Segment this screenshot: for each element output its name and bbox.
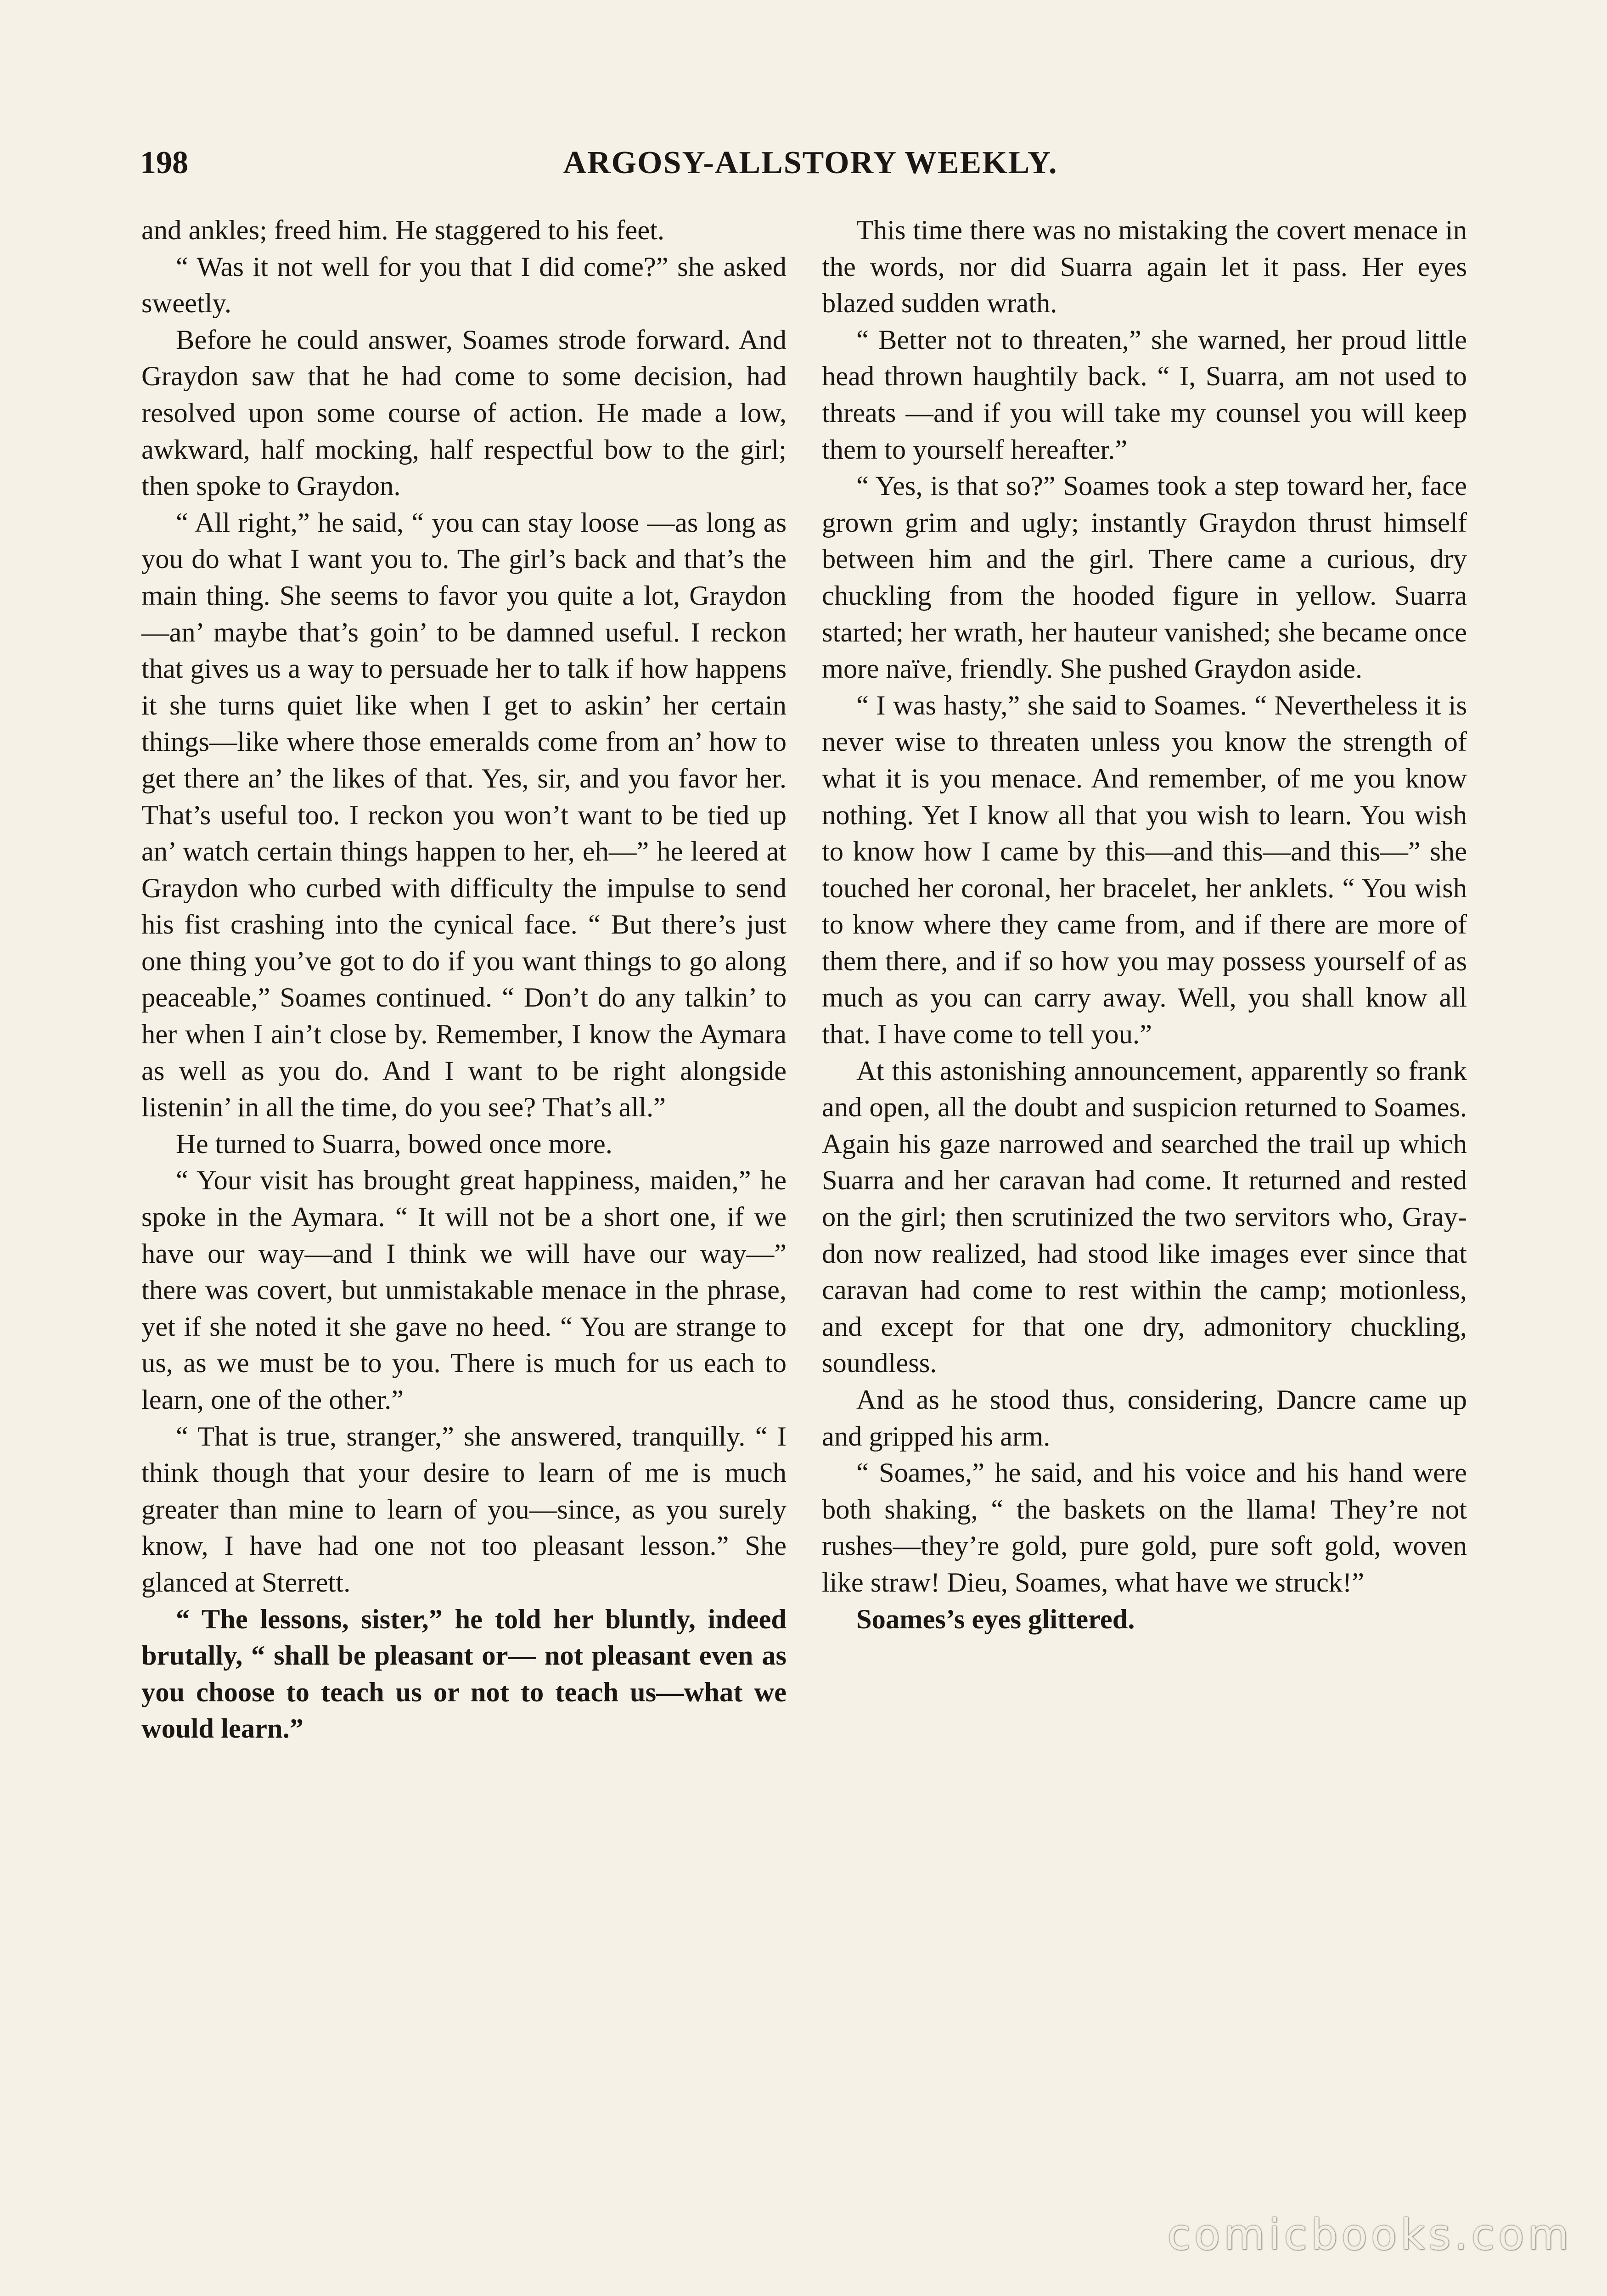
running-title: ARGOSY-ALLSTORY WEEKLY. [563,145,1058,180]
paragraph: Before he could answer, Soames strode forward. And Graydon saw that he had come to some decision, had resolved upon some course of action. He made a low, awkward, half mocking, half respectful bow to the girl; then spoke to Graydon. [141,324,787,502]
right-column [822,212,1467,1638]
paragraph: “ Soames,” he said, and his voice and his hand were both shaking, “ the baskets on the llama! They’re not rushes—they’re gold, pure gold, pure soft gold, woven like straw! Dieu, Soames, what have we struck!” [822,1458,1467,1598]
paragraph: And as he stood thus, considering, Dancre came up and gripped his arm. [822,1384,1467,1452]
paragraph: “ All right,” he said, “ you can stay loose —as long as you do what I want you to. The girl’s back and that’s the main thing. She seems to favor you quite a lot, Graydon —an’ maybe that’s goin’ to be damned useful. I reckon that gives us a way to persuade her to talk if how happens it she turns quiet like when I get to askin’ her certain things—like where those emeralds come from an’ how to get there an’ the likes of that. Yes, sir, and you favor her. That’s useful too. I reckon you won’t want to be tied up an’ watch certain things happen to her, eh—” he leered at Graydon who curbed with difficulty the impulse to send his fist crashing into the cynical face. “ But there’s just one thing you’ve got to do if you want things to go along peaceable,” Soames continued. “ Don’t do any talkin’ to her when I ain’t close by. Remember, I know the Aymara as well as you do. And I want to be right alongside listenin’ in all the time, do you see? That’s all.” [141,507,787,1123]
paragraph: “ Better not to threaten,” she warned, her proud little head thrown haughtily back. “ I, Suarra, am not used to threats —and if you will take my counsel you will keep them to yourself hereafter.” [822,324,1467,465]
paragraph: “ Yes, is that so?” Soames took a step toward her, face grown grim and ugly; instantly Graydon thrust himself between him and the girl. There came a curious, dry chuckling from the hooded figure in yellow. Suarra started; her wrath, her hauteur vanished; she became once more naïve, friendly. She pushed Graydon aside. [822,471,1467,685]
paragraph: “ Was it not well for you that I did come?” she asked sweetly. [141,251,787,319]
paragraph: “ I was hasty,” she said to Soames. “ Nevertheless it is never wise to threaten unless you know the strength of what it is you menace. And remember, of me you know nothing. Yet I know all that you wish to learn. You wish to know how I came by this—and this—and this—” she touched her coronal, her bracelet, her anklets. “ You wish to know where they came from, and if there are more of them there, and if so how you may possess yourself of as much as you can carry away. Well, you shall know all that. I have come to tell you.” [822,690,1467,1050]
paragraph: At this astonishing announcement, apparently so frank and open, all the doubt and suspicion returned to Soames. Again his gaze narrowed and searched the trail up which Suarra and her caravan had come. It returned and rested on the girl; then scrutinized the two servitors who, Graydon now realized, had stood like images ever since that caravan had come to rest within the camp; motionless, and except for that one dry, admonitory chuckling, soundless. [822,1055,1467,1379]
paragraph: “ The lessons, sister,” he told her bluntly, indeed brutally, “ shall be pleasant or— not pleasant even as you choose to teach us or not to teach us—what we would learn.” [141,1604,787,1745]
page-number: 198 [140,145,188,180]
watermark: comicbooks.com [1167,2210,1573,2259]
left-column [141,212,787,1747]
paragraph: “ That is true, stranger,” she answered, tranquilly. “ I think though that your desire to learn of me is much greater than mine to learn of you—since, as you surely know, I have had one not too pleasant lesson.” She glanced at Sterrett. [141,1421,787,1598]
paragraph: This time there was no mistaking the covert menace in the words, nor did Suarra again let it pass. Her eyes blazed sudden wrath. [822,215,1467,319]
paragraph: and ankles; freed him. He staggered to his feet. [141,215,665,246]
paragraph: Soames’s eyes glittered. [856,1604,1135,1635]
page-header [140,138,1481,188]
paragraph: He turned to Suarra, bowed once more. [176,1128,612,1159]
paragraph: “ Your visit has brought great happiness, maiden,” he spoke in the Aymara. “ It will not be a short one, if we have our way—and I think we will have our way—” there was covert, but unmistakable menace in the phrase, yet if she noted it she gave no heed. “ You are strange to us, as we must be to you. There is much for us each to learn, one of the other.” [141,1165,787,1415]
